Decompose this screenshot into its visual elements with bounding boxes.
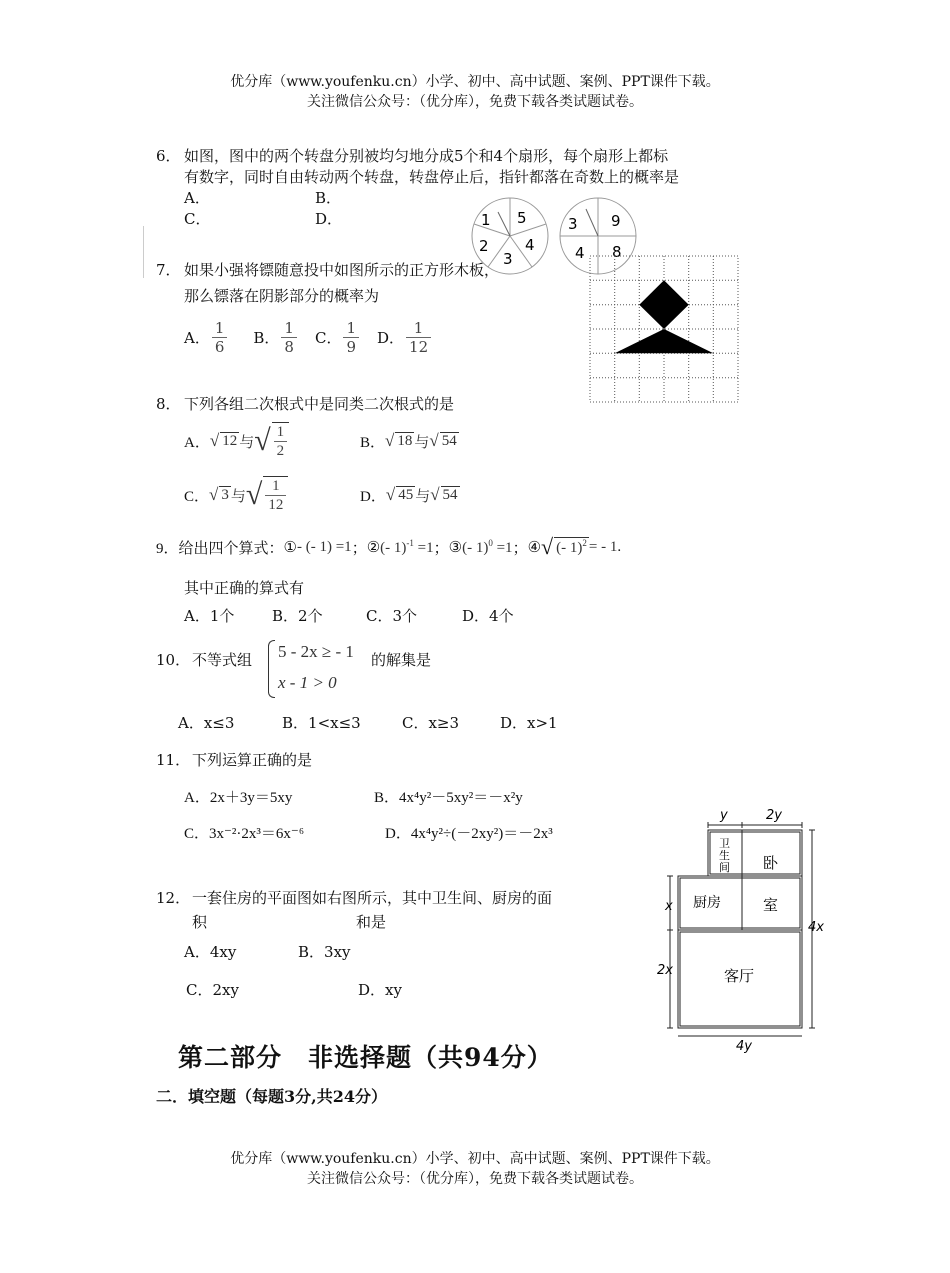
q10-option-d: D．x>1 [500, 714, 558, 732]
radical-icon: √ [430, 485, 440, 504]
q7-option-c: C． [314, 328, 342, 347]
page-footer-line1: 优分库（www.youfenku.cn）小学、初中、高中试题、案例、PPT课件下载。 [230, 1151, 720, 1167]
q11-option-c: C．3x⁻²·2x³＝6x⁻⁶ [184, 826, 305, 842]
dim-bottom-4y: 4y [736, 1039, 752, 1054]
q8-option-a-row [184, 416, 289, 466]
q10-text: 不等式组 [192, 651, 253, 669]
q6-line1: 如图，图中的两个转盘分别被均匀地分成5个和4个扇形，每个扇形上都标 [184, 147, 669, 165]
q9-text: 给出四个算式： [178, 540, 284, 557]
q9-expr-3: (- 1)$^0$ =1 [462, 537, 513, 556]
q12-line2a: 积 [192, 913, 208, 931]
q8-d-radicand2: 54 [442, 487, 458, 503]
shaded-diamond [639, 280, 688, 329]
q9-row [156, 530, 621, 564]
q9-end: . [617, 538, 622, 555]
q8-option-b: B． [360, 434, 386, 451]
dim-top-y: y [720, 808, 728, 823]
page-footer-line2: 关注微信公众号：（优分库），免费下载各类试题试卷。 [307, 1171, 643, 1187]
q10-inequality-1: 5 - 2x ≥ - 1 [278, 642, 354, 661]
q10-option-a: A．x≤3 [178, 714, 235, 732]
q9-option-a: A．1个 [184, 607, 235, 625]
q8-option-d: D． [360, 488, 386, 505]
shaded-triangle [615, 329, 714, 353]
q12-option-b: B．3xy [298, 943, 351, 961]
q8-option-b-row [360, 430, 459, 452]
q10-number: 10． [156, 651, 191, 669]
q8-text: 下列各组二次根式中是同类二次根式的是 [184, 395, 455, 413]
q9-expr-4-radicand: (- 1)$^2$ [556, 538, 587, 556]
q6-option-b: B． [315, 189, 342, 207]
q6-line2: 有数字，同时自由转动两个转盘，转盘停止后，指针都落在奇数上的概率是 [184, 168, 680, 186]
q8-b-yu: 与 [414, 434, 430, 451]
q12-line1: 一套住房的平面图如右图所示，其中卫生间、厨房的面 [192, 889, 553, 907]
radical-icon: √ [245, 478, 263, 511]
living-room-label: 客厅 [724, 967, 755, 985]
bedroom-label-2: 室 [763, 896, 779, 914]
q9-marker-2: ② [366, 539, 381, 556]
spinner1-label: 5 [517, 209, 527, 227]
section2-title: 二．填空题（每题3分,共24分） [156, 1087, 387, 1106]
q11-option-a: A．2x＋3y＝5xy [184, 790, 293, 806]
bedroom-label-1: 卧 [763, 854, 779, 872]
q12-number: 12． [156, 889, 191, 907]
q7-option-a: A． [184, 328, 210, 347]
q10-option-c: C．x≥3 [402, 714, 460, 732]
dim-left-2x: 2x [657, 963, 673, 978]
q7-frac-b: $\frac{1}{8}$ [281, 319, 297, 356]
q8-b-radicand1: 18 [397, 433, 413, 449]
spinner2-label: 9 [611, 212, 621, 230]
radical-icon: √ [385, 431, 395, 450]
kitchen-label: 厨房 [693, 895, 721, 911]
grid-board-figure [588, 254, 740, 406]
brace-icon [268, 640, 275, 698]
q9-expr-2: (- 1)$^{-1}$ =1 [380, 537, 434, 556]
bathroom-label-1: 卫 [719, 837, 730, 850]
q9-option-d: D．4个 [462, 607, 514, 625]
q7-frac-a: $\frac{1}{6}$ [212, 319, 228, 356]
q12-line2b: 和是 [356, 913, 387, 931]
q8-option-c-row [184, 470, 288, 520]
radical-icon: √ [254, 424, 271, 457]
q10-tail: 的解集是 [371, 651, 432, 669]
q9-marker-3: ③ [448, 539, 463, 556]
q10-inequality-2: x - 1 > 0 [278, 673, 337, 692]
q8-a-radicand2: $\frac{1}{2}$ [272, 422, 290, 460]
q8-c-yu: 与 [230, 488, 246, 505]
radical-icon: √ [209, 431, 220, 450]
page-header-line2: 关注微信公众号：（优分库），免费下载各类试题试卷。 [307, 94, 643, 110]
q9-marker-4: ④ [527, 539, 542, 556]
q7-frac-c: $\frac{1}{9}$ [343, 319, 359, 356]
q9-option-b: B．2个 [272, 607, 323, 625]
spinner2-label: 3 [568, 215, 578, 233]
q8-option-a: A． [184, 434, 210, 451]
bathroom-label-2: 生 [719, 849, 730, 862]
spinner1-label: 2 [479, 237, 489, 255]
q8-option-d-row [360, 484, 460, 506]
radical-icon: √ [385, 485, 396, 504]
spinner1-label: 1 [481, 211, 491, 229]
radical-icon: √ [541, 534, 554, 559]
q9-line2: 其中正确的算式有 [184, 579, 305, 597]
bathroom-label-3: 间 [719, 861, 730, 874]
spinner2-label: 8 [612, 243, 622, 261]
q9-separator: ； [512, 540, 528, 557]
q11-text: 下列运算正确的是 [192, 751, 313, 769]
q8-d-yu: 与 [415, 488, 431, 505]
q9-separator: ； [351, 540, 367, 557]
radical-icon: √ [429, 431, 439, 450]
margin-mark [143, 226, 144, 278]
q7-options [184, 314, 433, 360]
dim-left-x: x [665, 899, 673, 914]
q9-option-c: C．3个 [366, 607, 418, 625]
q7-number: 7． [156, 261, 181, 279]
q11-option-d: D．4x⁴y²÷(－2xy²)＝－2x³ [385, 826, 553, 842]
q12-option-c: C．2xy [186, 981, 239, 999]
q6-number: 6． [156, 147, 181, 165]
q9-separator: ； [433, 540, 449, 557]
q7-line1: 如果小强将镖随意投中如图所示的正方形木板， [184, 261, 500, 279]
q9-number: 9． [156, 540, 179, 557]
q12-option-a: A．4xy [184, 943, 237, 961]
q6-option-d: D． [315, 210, 343, 228]
q8-b-radicand2: 54 [441, 433, 457, 449]
dim-right-4x: 4x [808, 920, 824, 935]
dim-top-2y: 2y [766, 808, 782, 823]
q12-option-d: D．xy [358, 981, 402, 999]
q8-option-c: C． [184, 488, 210, 505]
q8-c-radicand1: 3 [221, 487, 229, 503]
spinner1-label: 3 [503, 250, 513, 268]
q6-option-a: A． [184, 189, 210, 207]
radical-icon: √ [209, 485, 219, 504]
q7-frac-d: $\frac{1}{12}$ [406, 319, 431, 356]
q11-option-b: B．4x⁴y²－5xy²＝－x²y [374, 790, 523, 806]
q9-marker-1: ① [283, 539, 297, 556]
q8-d-radicand1: 45 [398, 487, 414, 503]
q7-option-d: D． [377, 328, 405, 347]
q8-number: 8． [156, 395, 181, 413]
page-header-line1: 优分库（www.youfenku.cn）小学、初中、高中试题、案例、PPT课件下载。 [230, 74, 720, 90]
part2-title: 第二部分 非选择题（共94分） [178, 1043, 553, 1072]
spinner2-label: 4 [575, 244, 585, 262]
q9-expr-4-rest: = - 1 [588, 538, 618, 555]
q10-option-b: B．1<x≤3 [282, 714, 361, 732]
q9-expr-1: - (- 1) =1 [296, 538, 352, 555]
q8-a-radicand1: 12 [222, 433, 238, 449]
q6-option-c: C． [184, 210, 211, 228]
floor-plan-figure [652, 804, 832, 1054]
q7-option-b: B． [253, 328, 280, 347]
q11-number: 11． [156, 751, 191, 769]
q8-a-yu: 与 [239, 434, 255, 451]
q8-c-radicand2: $\frac{1}{12}$ [263, 476, 288, 514]
spinner1-label: 4 [525, 236, 535, 254]
q7-line2: 那么镖落在阴影部分的概率为 [184, 287, 380, 305]
